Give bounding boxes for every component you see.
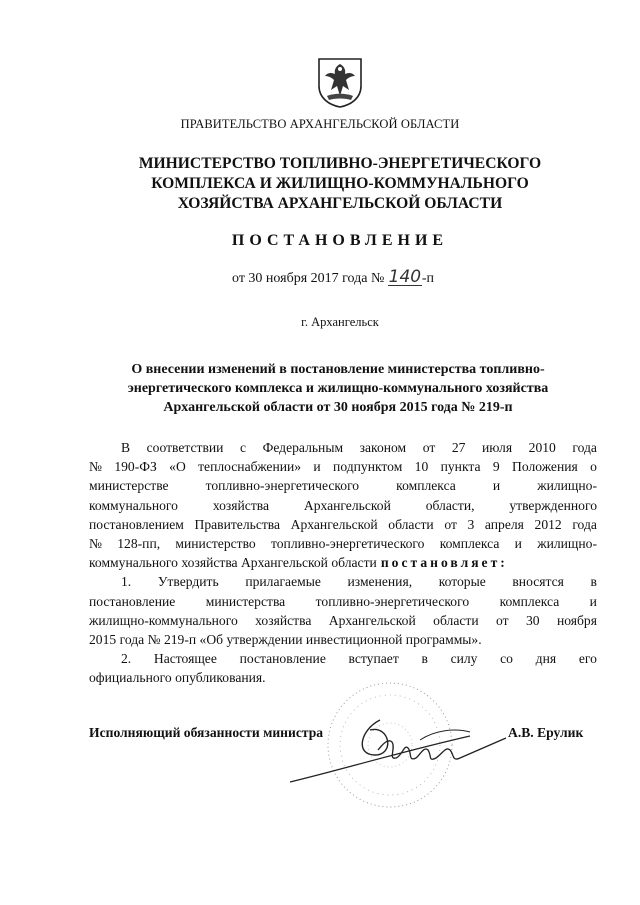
- body-word: министерство: [175, 535, 256, 551]
- body-word: 3: [467, 516, 475, 532]
- body-word: Утвердить: [157, 574, 219, 590]
- decree-word: постановляет:: [380, 555, 508, 571]
- body-line: [89, 611, 597, 630]
- ministry-line: КОМПЛЕКСА И ЖИЛИЩНО-КОММУНАЛЬНОГО: [151, 175, 529, 192]
- body-word: года: [572, 516, 597, 532]
- subject-line: О внесении изменений в постановление министерства топливно-: [131, 362, 545, 377]
- body-word: хозяйства: [212, 497, 270, 513]
- ministry-line: ХОЗЯЙСТВА АРХАНГЕЛЬСКОЙ ОБЛАСТИ: [177, 195, 503, 212]
- body-word: вступает: [348, 651, 399, 667]
- body-line: [89, 438, 597, 457]
- date-prefix: от 30 ноября 2017 года №: [232, 271, 385, 286]
- body-word: и: [589, 593, 597, 609]
- body-word: июля: [481, 440, 513, 455]
- body-word: министерства: [205, 593, 286, 609]
- body-word: Правительства: [194, 516, 281, 532]
- body-word: со: [500, 651, 513, 667]
- body-line: [89, 572, 597, 591]
- body-word: топливно-энергетического: [315, 593, 470, 609]
- body-word: о: [590, 459, 597, 475]
- document-date-number: [232, 267, 435, 287]
- body-word: Положения: [512, 459, 578, 475]
- body-word: прилагаемые: [245, 574, 321, 590]
- body-word: министерстве: [89, 478, 169, 494]
- body-word: 2012: [534, 516, 562, 532]
- body-word: силу: [450, 651, 478, 667]
- subject-line: Архангельской области от 30 ноября 2015 года № 219-п: [163, 400, 513, 415]
- body-word: его: [578, 651, 597, 667]
- body-word: области,: [425, 497, 475, 513]
- paragraph-preamble: [89, 438, 597, 553]
- body-word: Настоящее: [153, 651, 217, 667]
- body-word: ноября: [556, 612, 597, 628]
- body-word: которые: [438, 574, 486, 590]
- handwritten-signature-icon: [270, 700, 540, 790]
- body-word: комплекса: [396, 478, 456, 494]
- body-word: пункта: [440, 459, 481, 475]
- city: г. Архангельск: [301, 315, 379, 329]
- body-word: №: [89, 459, 102, 475]
- body-word: 2010: [528, 440, 556, 455]
- body-word: постановлением: [89, 516, 184, 532]
- ministry-line: МИНИСТЕРСТВО ТОПЛИВНО-ЭНЕРГЕТИЧЕСКОГО: [138, 155, 542, 172]
- body-text: [89, 438, 597, 687]
- body-word: коммунального: [89, 497, 178, 513]
- document-number: 140: [388, 267, 422, 287]
- body-word: от: [496, 612, 509, 628]
- body-word: соответствии: [146, 440, 224, 455]
- body-word: Архангельской: [290, 516, 378, 532]
- subject-line: энергетического комплекса и жилищно-коммунального хозяйства: [127, 381, 549, 396]
- body-word: Федеральным: [262, 440, 344, 455]
- body-word: и: [514, 535, 522, 551]
- body-word: дня: [535, 651, 557, 667]
- body-word: 1.: [121, 574, 132, 590]
- body-word: постановление: [239, 651, 326, 667]
- body-word: 128-пп,: [117, 535, 161, 551]
- body-word: №: [89, 535, 102, 551]
- subject-title: [96, 360, 580, 417]
- paragraph-item-2: [89, 649, 597, 668]
- body-line: [89, 476, 597, 495]
- body-word: в: [590, 574, 597, 590]
- body-word: и: [313, 459, 321, 475]
- body-word: апреля: [484, 516, 524, 532]
- body-word: с: [239, 440, 247, 455]
- coat-of-arms-icon: [315, 56, 365, 108]
- body-word: 9: [492, 459, 500, 475]
- body-word: области: [433, 612, 479, 628]
- body-word: 10: [414, 459, 429, 475]
- document-type: ПОСТАНОВЛЕНИЕ: [231, 232, 449, 249]
- body-word: и: [492, 478, 501, 494]
- body-word: утвержденного: [509, 497, 597, 513]
- ministry-name: [120, 154, 560, 214]
- body-word: от: [444, 516, 457, 532]
- signatory-name: А.В. Ерулик: [508, 725, 584, 740]
- body-word: топливно-энергетического: [270, 535, 425, 551]
- body-word: теплоснабжении»: [198, 459, 302, 475]
- body-word: «О: [169, 459, 186, 475]
- body-word: 190-ФЗ: [114, 459, 157, 475]
- body-line: [89, 553, 597, 572]
- body-word: от: [422, 440, 436, 455]
- body-word: изменения,: [347, 574, 413, 590]
- body-word: постановление: [89, 593, 176, 609]
- body-line: [89, 457, 597, 476]
- body-word: Архангельской: [303, 497, 391, 513]
- body-line: [89, 630, 597, 649]
- body-line-text: 2015 года № 219-п «Об утверждении инвестиционной программы».: [89, 631, 482, 647]
- body-word: жилищно-: [537, 478, 597, 494]
- body-line: [89, 515, 597, 534]
- body-word: комплекса: [499, 593, 560, 609]
- body-word: топливно-энергетического: [205, 478, 360, 494]
- body-line: [89, 592, 597, 611]
- body-line: [89, 534, 597, 553]
- body-word: Архангельской: [328, 612, 416, 628]
- number-suffix: -п: [421, 271, 435, 286]
- body-word: комплекса: [439, 535, 500, 551]
- body-word: В: [121, 440, 131, 455]
- paragraph-item-1: [89, 572, 597, 630]
- body-word: области: [388, 516, 434, 532]
- body-word: жилищно-: [537, 535, 597, 551]
- body-line: [89, 496, 597, 515]
- body-word: подпунктом: [333, 459, 403, 475]
- body-word: 30: [525, 612, 540, 628]
- body-word: законом: [359, 440, 407, 455]
- body-word: 27: [451, 440, 466, 455]
- body-word: 2.: [121, 651, 132, 667]
- body-word: в: [421, 651, 428, 667]
- body-line-text: официального опубликования.: [89, 670, 266, 686]
- body-word: вносятся: [512, 574, 564, 590]
- body-word: хозяйства: [255, 612, 312, 628]
- government-name: ПРАВИТЕЛЬСТВО АРХАНГЕЛЬСКОЙ ОБЛАСТИ: [180, 117, 460, 131]
- body-word: года: [572, 440, 597, 455]
- body-word: жилищно-коммунального: [89, 612, 238, 628]
- body-line-text: коммунального хозяйства Архангельской области: [89, 555, 377, 571]
- body-line: [89, 649, 597, 668]
- signatory-title: Исполняющий обязанности министра: [89, 725, 324, 740]
